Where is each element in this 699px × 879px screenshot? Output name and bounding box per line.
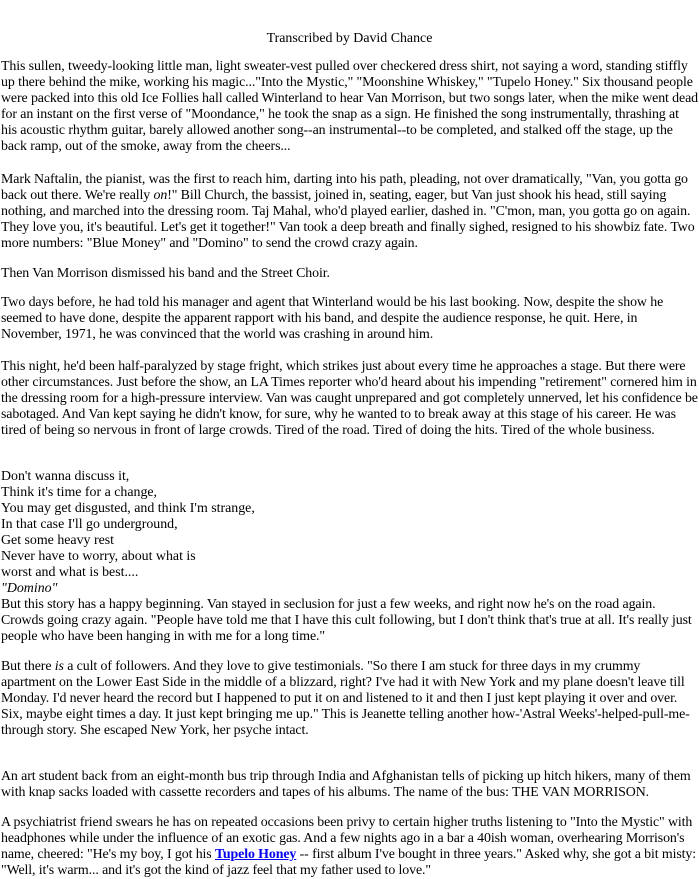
tupelo-honey-link[interactable]: Tupelo Honey (215, 847, 297, 862)
paragraph-text: -- first album I've bought in three years." Asked why, she got a bit misty: "Well, it's warm... and it's got the kind of jazz feel that my father used to love." (1, 847, 697, 878)
paragraph-naftalin (1, 172, 698, 252)
lyric-line: You may get disgusted, and think I'm strange, (1, 501, 255, 516)
paragraph-dismissal: Then Van Morrison dismissed his band and the Street Choir. (1, 266, 330, 281)
lyric-source: "Domino" (1, 581, 58, 596)
transcription-credit: Transcribed by David Chance (266, 31, 433, 46)
paragraph-happy-beginning: But this story has a happy beginning. Van stayed in seclusion for just a few weeks, and right now he's on the road again. Crowds going crazy again. "People have told me that I have this cult following, but I don't think that's true at all. It's really just people who have been hanging in with me for a long time." (1, 597, 692, 644)
paragraph-psychiatrist (1, 815, 698, 879)
paragraph-text: A psychiatrist friend swears he has on repeated occasions been privy to certain higher truths listening to "Into the Mystic" with headphones while under the influence of an exotic gas. And a few nights ago in a bar a 40ish woman, overhearing Morrison's name, cheered: "He's my boy, I got his (1, 815, 693, 862)
emphasis-text: is (54, 659, 64, 674)
lyrics-block (1, 469, 698, 597)
lyric-line: Never have to worry, about what is (1, 549, 196, 564)
lyric-line: Don't wanna discuss it, (1, 469, 130, 484)
emphasis-text: on (153, 188, 168, 203)
paragraph-intro: This sullen, tweedy-looking little man, light sweater-vest pulled over checkered dress shirt, not saying a word, standing stiffly up there behind the mike, working his magic..."Into the Mystic," "Moonshine Whiskey," "Tupelo Honey." Six thousand people were packed into this old Ice Follies hall called Winterland to hear Van Morrison, but two songs later, when the mike went dead for an instant on the first verse of "Moondance," he took the snap as a sign. He finished the song instrumentally, thrashing at his acoustic rhythm guitar, barely allowed another song--an instrumental--to be completed, and stalked off the stage, up the back ramp, out of the smoke, away from the cheers... (1, 59, 698, 154)
paragraph-text: But there (1, 659, 55, 674)
paragraph-two-days-before: Two days before, he had told his manager and agent that Winterland would be his last booking. Now, despite the show he seemed to have done, despite the apparent rapport with his band, and despite the audience response, he quit. Here, in November, 1971, he was convinced that the world was crashing in around him. (1, 295, 664, 342)
lyric-line: worst and what is best.... (1, 565, 139, 580)
lyric-line: In that case I'll go underground, (1, 517, 178, 532)
paragraph-text: !" Bill Church, the bassist, joined in, seating, eager, but Van just shook his head, still saying nothing, and marched into the dressing room. Taj Mahal, who'd played earlier, dashed in. "C'mon, man, you gotta go on again. They love you, it's beautiful. Let's get it together!" Van took a deep breath and finally sighed, resigned to his showbiz fate. Two more numbers: "Blue Money" and "Domino" to send the crowd crazy again. (1, 188, 695, 251)
lyric-line: Think it's time for a change, (1, 485, 158, 500)
paragraph-stage-fright: This night, he'd been half-paralyzed by stage fright, which strikes just about every time he approaches a stage. But there were other circumstances. Just before the show, an LA Times reporter who'd heard about his impending "retirement" cornered him in the dressing room for a high-pressure interview. Van was caught unprepared and got completely unnerved, let his confidence be sabotaged. And Van kept saying he didn't know, for sure, why he wanted to to break away at this stage of his career. He was tired of being so nervous in front of large crowds. Tired of the road. Tired of doing the hits. Tired of the whole business. (1, 359, 698, 438)
paragraph-cult-followers (1, 659, 698, 739)
lyric-line: Get some heavy rest (1, 533, 115, 548)
paragraph-text: a cult of followers. And they love to give testimonials. "So there I am stuck for three days in my crummy apartment on the Lower East Side in the middle of a blizzard, right? I've had it with New York and my plane doesn't leave till Monday. I'd never heard the record but I happened to put it on and listened to it and then I just kept playing it over and over. Six, maybe eight times a day. It just kept bringing me up." This is Jeanette telling another how-'Astral Weeks'-helped-pull-me-through story. She escaped New York, her psyche intact. (1, 659, 690, 738)
paragraph-text: Mark Naftalin, the pianist, was the first to reach him, darting into his path, pleading, not over dramatically, "Van, you gotta go back out there. We're really (1, 172, 688, 203)
paragraph-art-student: An art student back from an eight-month bus trip through India and Afghanistan tells of picking up hitch hikers, many of them with knap sacks loaded with cassette recorders and tapes of his albums. The name of the bus: THE VAN MORRISON. (1, 769, 691, 800)
